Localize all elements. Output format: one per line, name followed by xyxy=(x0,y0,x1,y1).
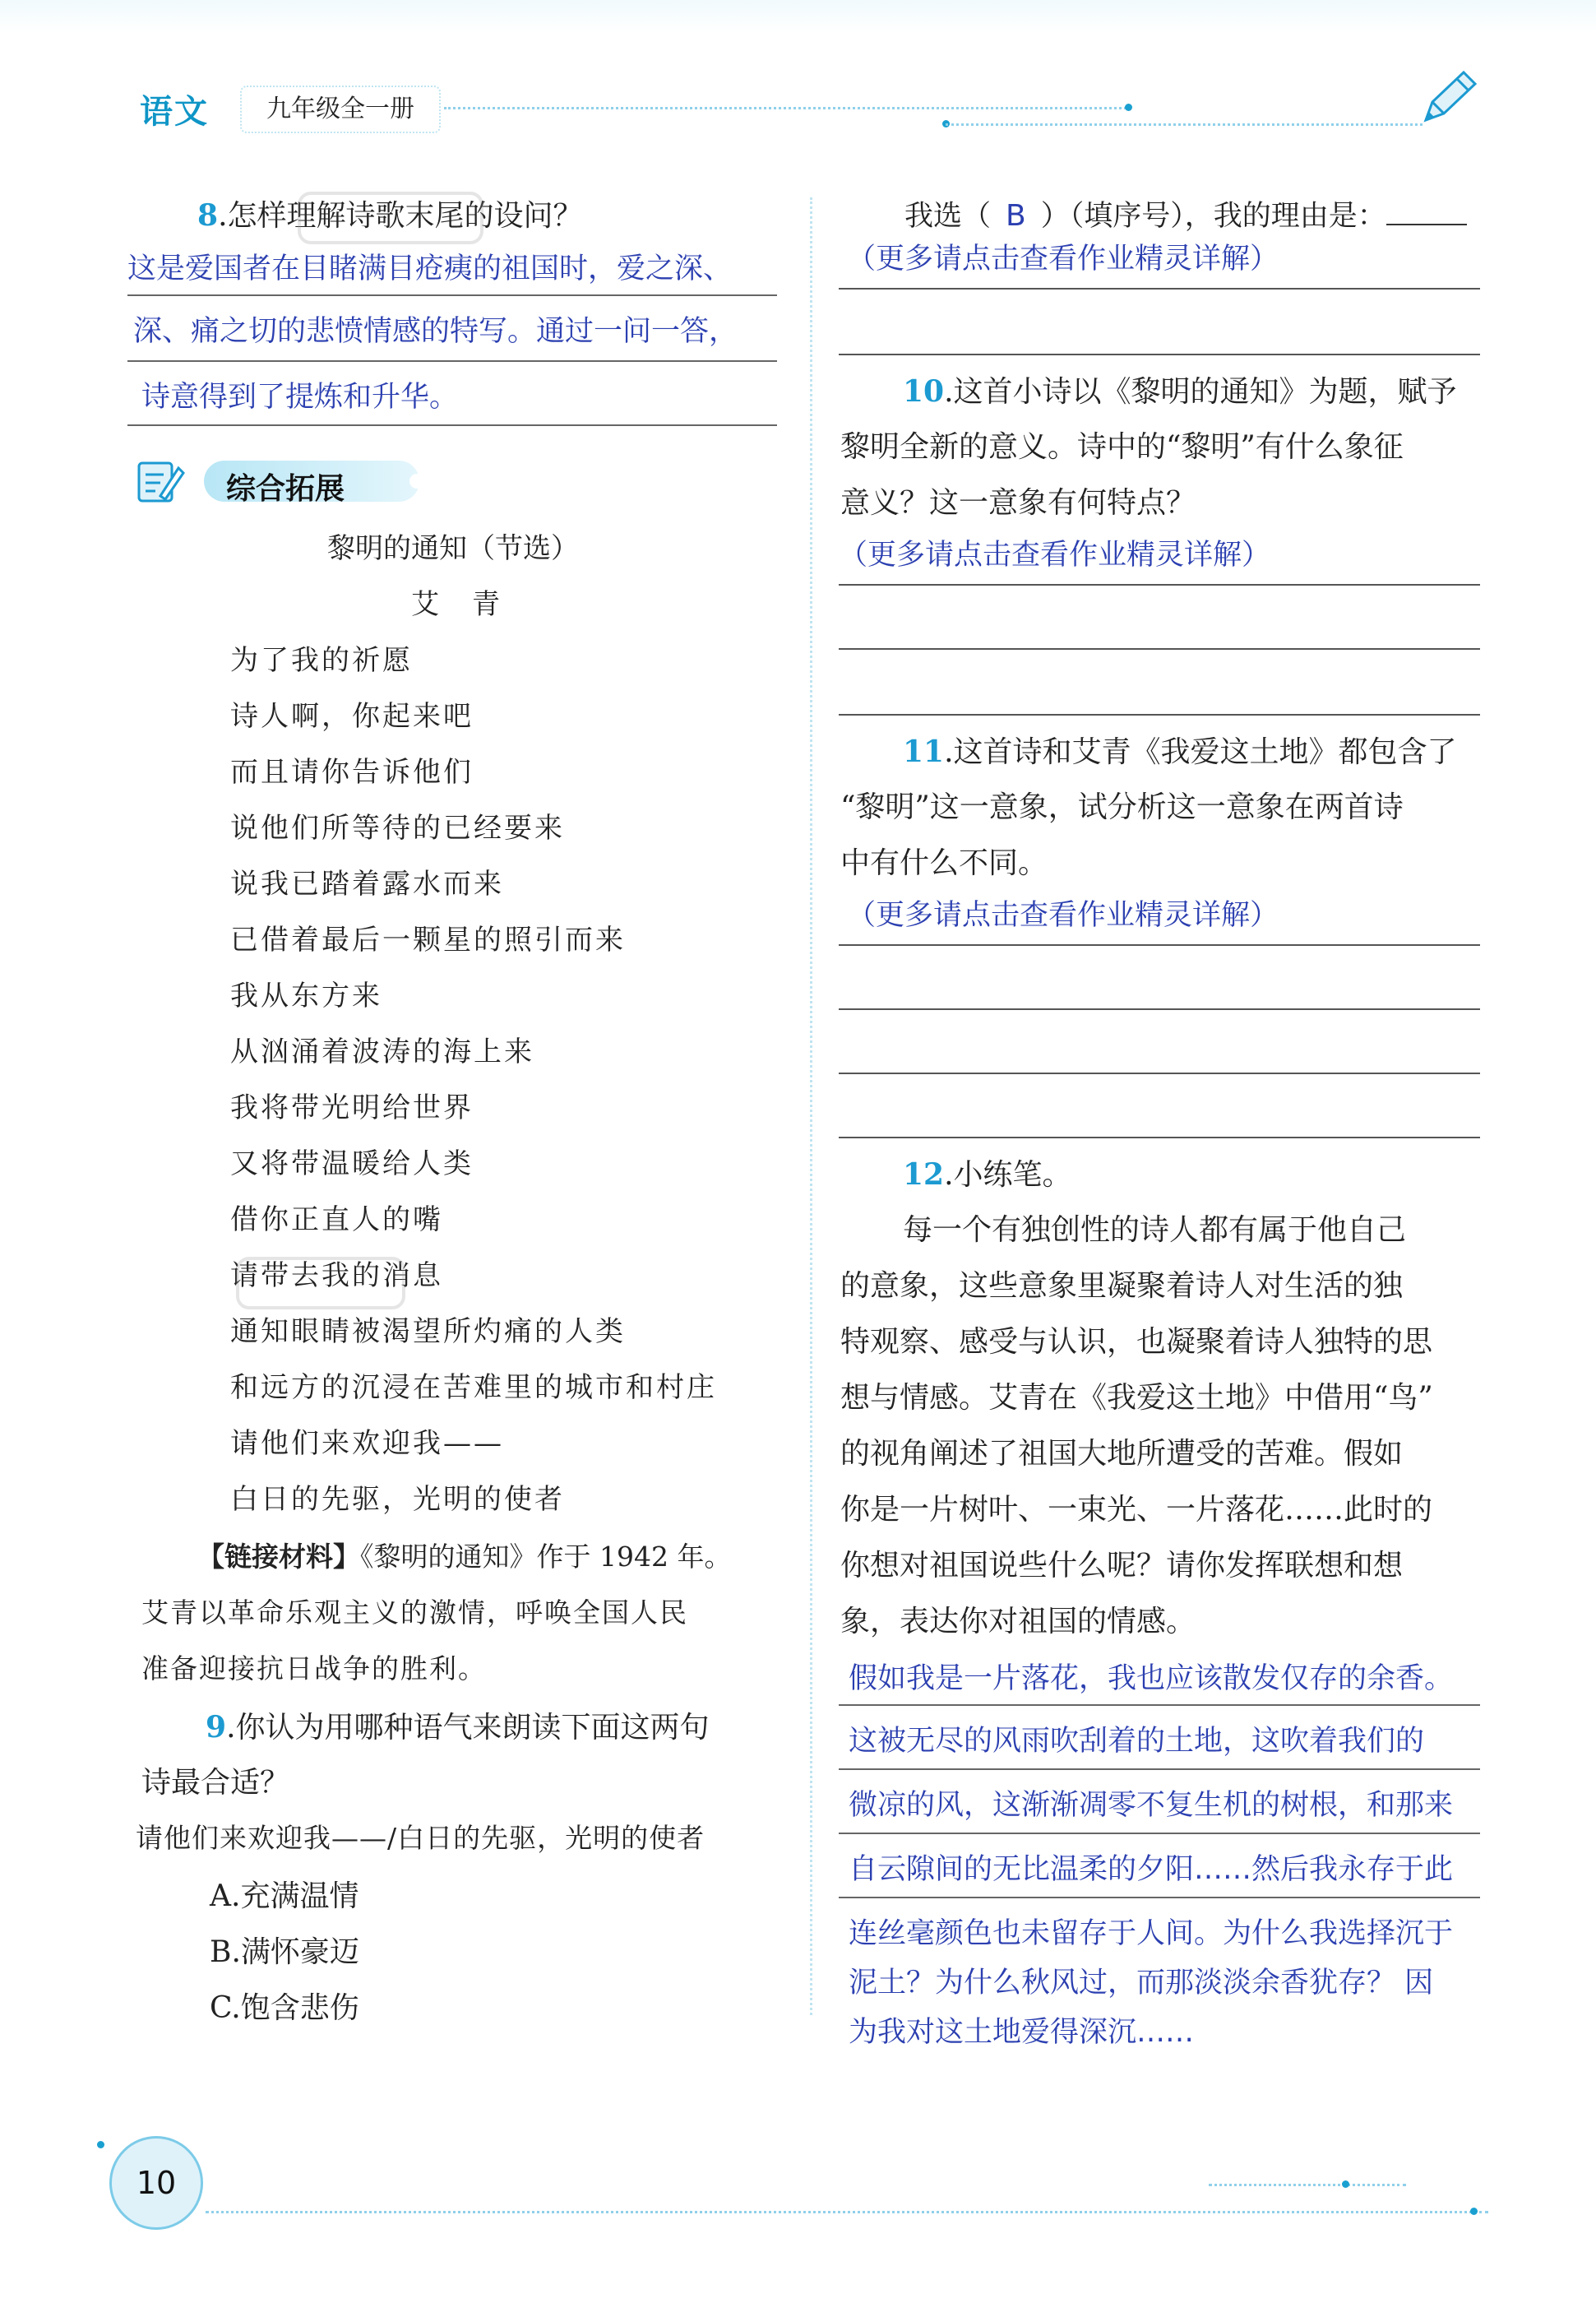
poem-line: 已借着最后一颗星的照引而来 xyxy=(230,924,626,957)
poem-line: 请带去我的消息 xyxy=(230,1259,443,1292)
question-10-line: 意义？这一意象有何特点？ xyxy=(840,486,1196,520)
q12-answer-line: 这被无尽的风雨吹刮着的土地，这吹着我们的 xyxy=(849,1725,1425,1758)
watermark-icon xyxy=(234,1250,407,1316)
poem-line: 说他们所等待的已经要来 xyxy=(230,812,565,845)
poem-line: 为了我的祈愿 xyxy=(230,644,413,677)
poem-line: 通知眼睛被渴望所灼痛的人类 xyxy=(230,1315,626,1348)
q8-answer-line: 这是爱国者在目睹满目疮痍的祖国时，爱之深、 xyxy=(127,253,733,285)
q12-answer-line: 自云隙间的无比温柔的夕阳……然后我永存于此 xyxy=(849,1853,1454,1886)
question-11-line: “黎明”这一意象，试分析这一意象在两首诗 xyxy=(840,790,1404,824)
answer-rule xyxy=(127,424,777,426)
watermark-icon xyxy=(296,185,485,251)
q12-answer-line: 为我对这土地爱得深沉…… xyxy=(849,2016,1195,2049)
grade-label: 九年级全一册 xyxy=(240,86,441,133)
answer-rule xyxy=(839,1704,1480,1706)
answer-rule xyxy=(839,1833,1480,1834)
header-dot xyxy=(1125,104,1132,111)
footer-dot xyxy=(1342,2180,1349,2188)
poem-line: 诗人啊，你起来吧 xyxy=(230,700,474,733)
footer-dot xyxy=(1470,2208,1478,2215)
answer-rule xyxy=(839,1008,1480,1010)
poem-line: 说我已踏着露水而来 xyxy=(230,868,504,901)
poem-line: 白日的先驱，光明的使者 xyxy=(230,1483,565,1516)
q12-prompt-line: 的视角阐述了祖国大地所遭受的苦难。假如 xyxy=(840,1437,1404,1471)
poem-line: 从汹涌着波涛的海上来 xyxy=(230,1036,534,1068)
answer-rule xyxy=(839,354,1480,355)
answer-rule xyxy=(839,1768,1480,1770)
q9-option-c: C.饱含悲伤 xyxy=(210,1991,359,2025)
question-10: 10.这首小诗以《黎明的通知》为题，赋予 xyxy=(903,374,1457,409)
header-divider xyxy=(946,123,1423,126)
edit-note-icon xyxy=(136,456,185,506)
answer-rule xyxy=(839,1073,1480,1074)
poem-line: 又将带温暖给人类 xyxy=(230,1147,474,1180)
answer-rule xyxy=(839,944,1480,946)
answer-rule xyxy=(127,360,777,362)
footer-dot xyxy=(97,2141,104,2148)
question-11-line: 中有什么不同。 xyxy=(840,846,1048,880)
q12-prompt-line: 你是一片树叶、一束光、一片落花……此时的 xyxy=(840,1493,1433,1527)
section-title: 综合拓展 xyxy=(226,472,345,506)
poem-line: 请他们来欢迎我—— xyxy=(230,1427,504,1460)
link-material-line: 艾青以革命乐观主义的激情，呼唤全国人民 xyxy=(141,1596,688,1629)
header-band xyxy=(0,0,1596,33)
q9-option-a: A.充满温情 xyxy=(210,1879,359,1913)
answer-rule xyxy=(839,1137,1480,1138)
question-9-line: 诗最合适？ xyxy=(141,1766,290,1800)
more-details-link[interactable]: （更多请点击查看作业精灵详解） xyxy=(847,899,1279,932)
q9-quote: 请他们来欢迎我——/白日的先驱，光明的使者 xyxy=(136,1822,705,1854)
footer-divider xyxy=(206,2211,1488,2213)
answer-rule xyxy=(127,294,777,296)
poem-title: 黎明的通知（节选） xyxy=(327,532,579,565)
blank-line xyxy=(1386,199,1467,225)
page-number: 10 xyxy=(136,2165,177,2201)
pencil-icon xyxy=(1414,66,1480,132)
q12-answer-line: 假如我是一片落花，我也应该散发仅存的余香。 xyxy=(849,1662,1454,1695)
q12-prompt-line: 想与情感。艾青在《我爱这土地》中借用“鸟” xyxy=(840,1381,1433,1415)
q12-answer-line: 微凉的风，这渐渐凋零不复生机的树根，和那来 xyxy=(849,1789,1454,1822)
answer-rule xyxy=(839,1897,1480,1898)
answer-rule xyxy=(839,714,1480,716)
more-details-link[interactable]: （更多请点击查看作业精灵详解） xyxy=(839,539,1271,572)
answer-rule xyxy=(839,584,1480,586)
poem-line: 借你正直人的嘴 xyxy=(230,1203,443,1236)
question-9: 9.你认为用哪种语气来朗读下面这两句 xyxy=(206,1710,710,1745)
subject-label: 语文 xyxy=(140,93,209,131)
question-8: 8.怎样理解诗歌末尾的设问？ xyxy=(197,198,583,233)
poem-line: 和远方的沉浸在苦难里的城市和村庄 xyxy=(230,1371,717,1404)
q9-choice: B xyxy=(1006,199,1026,233)
answer-rule xyxy=(839,648,1480,650)
footer-divider xyxy=(1209,2184,1406,2186)
poem-author: 艾 青 xyxy=(411,588,502,621)
q8-answer-line: 诗意得到了提炼和升华。 xyxy=(141,381,459,414)
q12-prompt-line: 每一个有独创性的诗人都有属于他自己 xyxy=(903,1213,1407,1247)
q12-answer-line: 泥土？为什么秋风过，而那淡淡余香犹存？ 因 xyxy=(849,1967,1434,1999)
poem-line: 我从东方来 xyxy=(230,980,382,1012)
q9-choice-line: 我选（ B ）（填序号），我的理由是： xyxy=(904,199,1467,231)
q12-prompt-line: 你想对祖国说些什么呢？请你发挥联想和想 xyxy=(840,1549,1404,1582)
answer-rule xyxy=(839,288,1480,290)
q12-answer-line: 连丝毫颜色也未留存于人间。为什么我选择沉于 xyxy=(849,1917,1454,1950)
column-divider xyxy=(810,197,812,2015)
question-10-line: 黎明全新的意义。诗中的“黎明”有什么象征 xyxy=(840,430,1404,464)
more-details-link[interactable]: （更多请点击查看作业精灵详解） xyxy=(847,243,1279,276)
q12-prompt-line: 特观察、感受与认识，也凝聚着诗人独特的思 xyxy=(840,1325,1433,1359)
q8-answer-line: 深、痛之切的悲愤情感的特写。通过一问一答， xyxy=(133,315,738,348)
section-dot xyxy=(409,474,424,489)
header-divider xyxy=(444,107,1126,109)
poem-line: 而且请你告诉他们 xyxy=(230,756,474,789)
poem-line: 我将带光明给世界 xyxy=(230,1091,474,1124)
question-11: 11.这首诗和艾青《我爱这土地》都包含了 xyxy=(903,734,1457,769)
question-12: 12.小练笔。 xyxy=(903,1157,1072,1192)
link-material-line: 准备迎接抗日战争的胜利。 xyxy=(141,1652,487,1684)
q9-option-b: B.满怀豪迈 xyxy=(210,1935,359,1969)
link-material: 【链接材料】《黎明的通知》作于 1942 年。 xyxy=(197,1541,732,1573)
q12-prompt-line: 象，表达你对祖国的情感。 xyxy=(840,1605,1196,1638)
q12-prompt-line: 的意象，这些意象里凝聚着诗人对生活的独 xyxy=(840,1269,1404,1303)
